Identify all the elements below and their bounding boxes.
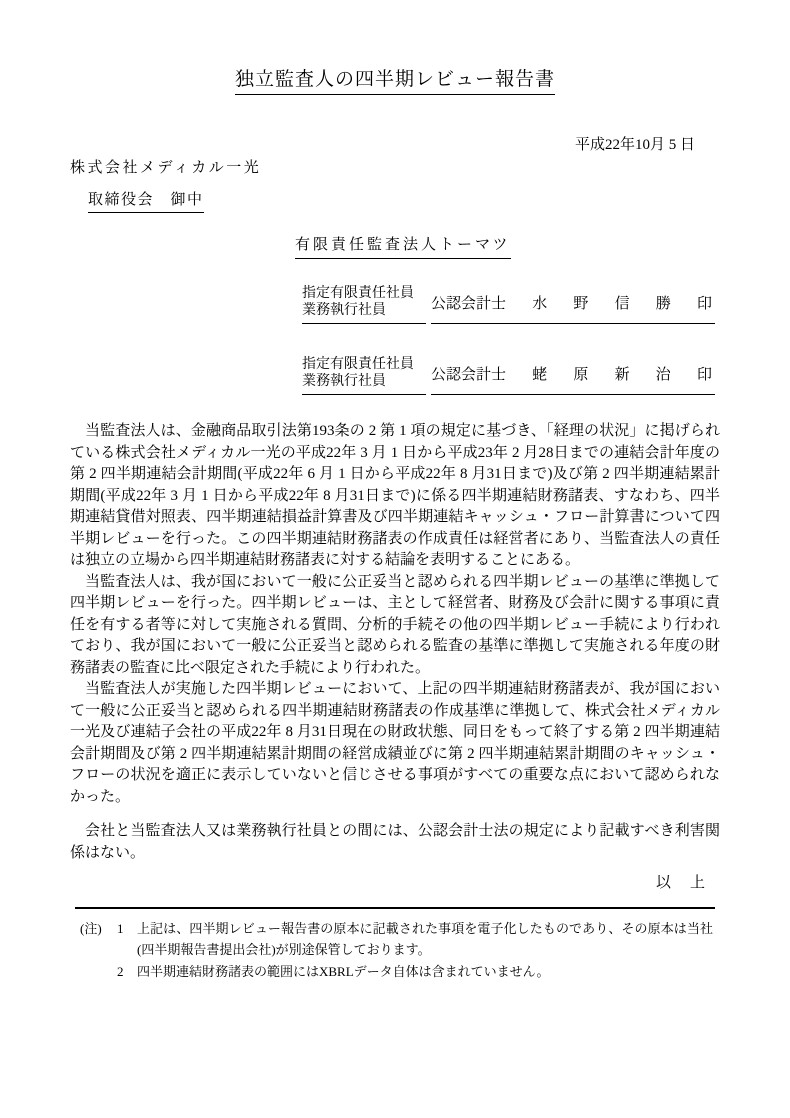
signature-block-2 [302, 356, 720, 395]
signer-1-role-line1: 指定有限責任社員 [302, 286, 414, 301]
signer-2-seal-mark: 印 [696, 366, 712, 383]
audit-firm-row [295, 235, 720, 259]
closing-mark: 以 上 [655, 875, 707, 891]
report-date: 平成22年10月 5 日 [574, 137, 695, 153]
signer-1-name-char: 信 [614, 295, 630, 312]
note-2-text: 四半期連結財務諸表の範囲にはXBRLデータ自体は含まれていません。 [137, 963, 550, 979]
signer-1-seal-mark: 印 [696, 295, 712, 312]
note-1-number: 1 [117, 920, 124, 936]
notes-section [70, 918, 720, 983]
note-item-2 [80, 961, 713, 983]
signer-1-role-line2: 業務執行社員 [302, 303, 386, 318]
signer-2-name-char: 原 [573, 366, 589, 383]
signer-1-name-char: 野 [573, 295, 589, 312]
signer-2-role-line2: 業務執行社員 [302, 374, 386, 389]
note-item-1 [80, 918, 713, 961]
page-title: 独立監査人の四半期レビュー報告書 [235, 64, 555, 95]
signer-2-name-line [431, 356, 715, 395]
signer-2-name-char: 蛯 [532, 366, 548, 383]
paragraph-review-procedures: 当監査法人は、我が国において一般に公正妥当と認められる四半期レビューの基準に準拠して四半期レビューを行った。四半期レビューは、主として経営者、財務及び会計に関する事項に責任を有する者等に対して実施される質問、分析的手続その他の四半期レビュー手続により行われており、我が国において一般に公正妥当と認められる監査の基準に準拠して実施される年度の財務諸表の監査に比べ限定された手続により行われた。 [70, 573, 720, 676]
report-body [70, 421, 720, 864]
notes-label: (注) [80, 920, 102, 936]
note-1-text: 上記は、四半期レビュー報告書の原本に記載された事項を電子化したものであり、その原本は当社(四半期報告書提出会社)が別途保管しております。 [137, 920, 713, 957]
signer-2-name-char: 治 [655, 366, 671, 383]
addressee-company: 株式会社メディカル一光 [70, 160, 262, 176]
signer-1-name-char: 水 [532, 295, 548, 312]
paragraph-conclusion: 当監査法人が実施した四半期レビューにおいて、上記の四半期連結財務諸表が、我が国において一般に公正妥当と認められる四半期連結財務諸表の作成基準に準拠して、株式会社メディカル一光及び連結子会社の平成22年 8 月31日現在の財政状態、同日をもって終了する第 2 四半期連結会計期間及び第 2 四半期連結累計期間の経営成績並びに第 2 四半期連結累計期間のキャッシュ・フローの状況を適正に表示していないと信じさせる事項がすべての重要な点において認められなかった。 [70, 681, 720, 805]
signer-2-cpa-title: 公認会計士 [431, 366, 507, 383]
audit-firm-name: 有限責任監査法人トーマツ [295, 235, 511, 259]
addressee-board: 取締役会 御中 [88, 190, 204, 213]
signature-block-1 [302, 285, 720, 324]
signer-1-name-char: 勝 [655, 295, 671, 312]
addressee-board-row [88, 190, 720, 213]
signer-2-name-char: 新 [614, 366, 630, 383]
paragraph-scope: 当監査法人は、金融商品取引法第193条の 2 第 1 項の規定に基づき、「経理の状況」に掲げられている株式会社メディカル一光の平成22年 3 月 1 日から平成23年 2 月28日までの連結会計年度の第 2 四半期連結会計期間(平成22年 6 月 1 日から平成22年 8 月31日まで)及び第 2 四半期連結累計期間(平成22年 3 月 1 日から平成22年 8 月31日まで)に係る四半期連結財務諸表、すなわち、四半期連結貸借対照表、四半期連結損益計算書及び四半期連結キャッシュ・フロー計算書について四半期レビューを行った。この四半期連結財務諸表の作成責任は経営者にあり、当監査法人の責任は独立の立場から四半期連結財務諸表に対する結論を表明することにある。 [70, 423, 720, 568]
signer-1-roles [302, 285, 426, 324]
note-2-number: 2 [117, 963, 124, 979]
divider-rule [75, 907, 715, 909]
signer-1-name-line [431, 285, 715, 324]
paragraph-interest-relation: 会社と当監査法人又は業務執行社員との間には、公認会計士法の規定により記載すべき利害関係はない。 [70, 823, 720, 861]
signer-1-cpa-title: 公認会計士 [431, 295, 507, 312]
signer-2-roles [302, 356, 426, 395]
signer-2-role-line1: 指定有限責任社員 [302, 357, 414, 372]
title-row [70, 0, 720, 95]
